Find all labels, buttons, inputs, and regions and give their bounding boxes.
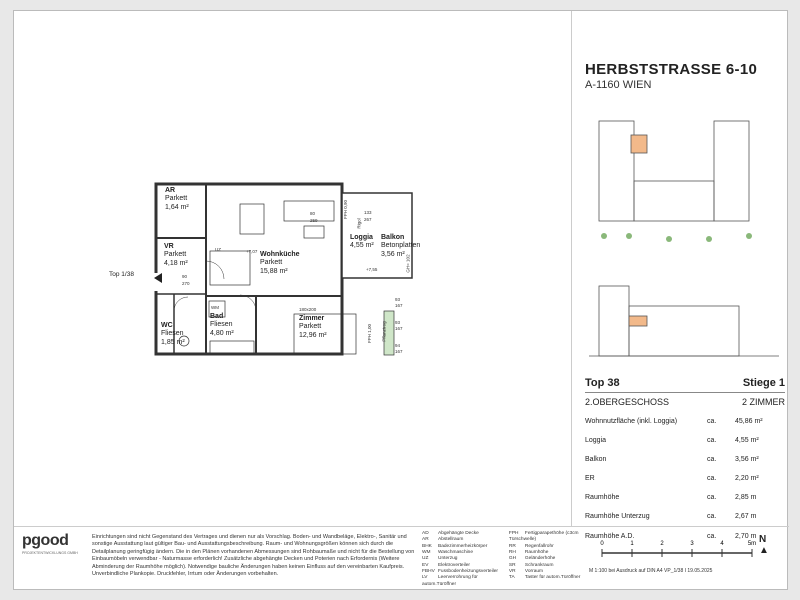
dim-win-1-w: 93: [395, 297, 401, 302]
room-ar-label: AR Parkett 1,64 m²: [165, 187, 189, 211]
area-value: 45,86 m²: [735, 418, 763, 425]
area-value: 4,55 m²: [735, 437, 759, 445]
unit-info: [585, 377, 785, 541]
unit-top: Top 38: [585, 377, 620, 389]
room-balkon-label: Balkon Betonplatten 3,56 m²: [381, 234, 421, 258]
legend-abbr: UZ: [422, 556, 429, 562]
area-row: [585, 512, 785, 521]
dim-win-2-w: 93: [395, 320, 401, 325]
rigol-mark: Rigol: [356, 218, 362, 229]
area-value: 3,56 m²: [735, 456, 759, 464]
dim-window-w: 80: [310, 211, 316, 216]
legend-abbr: LV: [422, 575, 428, 581]
gh-mark: GH= 102: [405, 254, 411, 273]
area-row: [585, 455, 785, 464]
room-wohnkueche-label: Wohnküche Parkett 15,88 m²: [260, 251, 300, 275]
plan-sheet: [13, 10, 788, 590]
level-mark-1: +7,07: [246, 249, 258, 254]
level-mark-2: +7,55: [366, 267, 378, 272]
legend-desc: Leerverrohrung für autom.Türöffner: [422, 575, 478, 587]
fph-mark-2: FPH 1,00: [367, 323, 373, 344]
abbreviation-legend: [422, 531, 602, 588]
company-logo: pgood: [22, 532, 69, 549]
legend-desc: Fussbodenheizungsverteiler: [438, 568, 498, 574]
top-marker: Top 1/38: [109, 271, 134, 278]
scale-tick-label: 4: [720, 541, 724, 547]
dim-win-1-h: 167: [395, 303, 403, 308]
sheet-divider-vertical: [571, 11, 572, 526]
legend-desc: Elektroverteiler: [438, 562, 470, 568]
legend-abbr: RR: [508, 543, 516, 549]
legend-desc: Geländerhöhe: [524, 556, 556, 562]
area-ca: ca.: [707, 475, 717, 483]
legend-desc: Abstellraum: [438, 537, 464, 543]
room-bad-label: Bad Fliesen 4,80 m²: [210, 313, 234, 337]
scale-tick-label: 3: [690, 541, 694, 547]
area-ca: ca.: [707, 456, 717, 464]
dim-loggia-h: 267: [364, 217, 372, 222]
room-wc-label: WC Fliesen 1,85 m²: [161, 322, 185, 346]
legend-abbr: SR: [508, 562, 516, 568]
site-plan: [589, 111, 779, 251]
scale-caption: M 1:100 bei Ausdruck auf DIN A4 VP_1/38 I 19.05.2025: [589, 568, 713, 574]
uz-mark: UZ: [215, 247, 221, 252]
disclaimer-text: Einrichtungen sind nicht Gegenstand des Vertrages und dienen nur als Vorschlag. Boden- und Wandbeläge, Elektro-, Sanitär und sonstige Ausstattung laut gültiger Bau- und Ausstattungsbeschreibung. Raum- und Wohnungsgrößen können sich durch die Detailplanung geringfügig ändern. Die in den Plänen vorhandenen Abmessungen sind Rohbaumaße und nicht für die Bestellung von Einbaumöbeln verwendbar - Naturmasse erforderlich! Zusätzliche abgehängte Decken und Poterien nach Erfordernis (Weitere Abminderung der Raumhöhe möglich). Notwendige bauliche Änderungen haben keinen Einfluss auf den vereinbarten Kaufpreis. Unverbindliche Plankopie. Druckfehler, Irrtum oder Änderungen vorbehalten.: [92, 534, 415, 578]
area-value: 2,70 m: [735, 532, 757, 540]
scale-tick-label: 0: [600, 541, 604, 547]
unit-floor: 2.OBERGESCHOSS: [585, 397, 670, 407]
company-logo-sub: PROJEKTENTWICKLUNGS GMBH: [22, 551, 78, 555]
area-key: Raumhöhe Unterzug: [585, 513, 650, 521]
area-key: Balkon: [585, 456, 607, 464]
legend-desc: Waschmaschine: [438, 549, 474, 555]
legend-abbr: TA: [508, 575, 515, 581]
legend-abbr: VR: [508, 568, 516, 574]
legend-abbr: AR: [422, 537, 429, 543]
room-zimmer-label: Zimmer Parkett 12,96 m²: [299, 315, 327, 339]
legend-entry: [422, 575, 503, 588]
legend-desc: Badezimmerheizkörper: [438, 543, 488, 549]
legend-abbr: EV: [422, 562, 429, 568]
dim-door-vr-w: 90: [182, 274, 188, 279]
legend-desc: Fertigparapethöhe (c3cm Türschwelle): [508, 531, 579, 543]
area-value: 2,67 m: [735, 513, 757, 521]
unit-highlight-site: [631, 135, 647, 153]
bed-size: 180x200: [299, 307, 317, 312]
area-value: 2,20 m²: [735, 475, 759, 483]
legend-desc: Unterzug: [438, 556, 458, 562]
legend-abbr: FBHV: [422, 568, 435, 574]
room-vr-label: VR Parkett 4,18 m²: [164, 243, 188, 267]
area-ca: ca.: [707, 418, 717, 425]
page-title: HERBSTSTRASSE 6-10: [585, 61, 758, 78]
pflanztrog-mark: Pflanztrog: [381, 321, 387, 342]
area-row: [585, 417, 785, 426]
area-ca: ca.: [707, 513, 717, 521]
unit-rooms: 2 ZIMMER: [741, 397, 785, 407]
legend-desc: Vorraum: [524, 568, 544, 574]
legend-abbr: WM: [422, 549, 431, 555]
page-address: A-1160 WIEN: [585, 79, 652, 91]
area-key: Wohnnutzfläche (inkl. Loggia): [585, 418, 678, 425]
legend-abbr: GH: [508, 556, 517, 562]
area-key: Raumhöhe: [585, 494, 620, 502]
scale-tick-label: 5m: [747, 541, 757, 547]
area-key: Raumhöhe A.D.: [585, 532, 635, 540]
area-ca: ca.: [707, 494, 717, 502]
legend-abbr: FPH: [508, 531, 519, 536]
dim-window-h: 259: [310, 218, 318, 223]
wm-mark: WM: [211, 305, 219, 310]
legend-entry: [509, 575, 596, 581]
legend-entry: [509, 531, 596, 544]
area-row: [585, 436, 785, 445]
section-drawing: [589, 276, 779, 366]
north-arrow-icon: N ▲: [759, 534, 769, 556]
dim-win-3-h: 167: [395, 349, 403, 354]
legend-desc: Taster für autom.Türöffner: [524, 575, 581, 581]
scale-tick-label: 2: [660, 541, 664, 547]
legend-abbr: RH: [508, 549, 516, 555]
dim-loggia-w: 133: [364, 210, 372, 215]
area-ca: ca.: [707, 437, 717, 445]
area-key: ER: [585, 475, 595, 483]
legend-desc: Schrankraum: [524, 562, 554, 568]
legend-desc: Raumhöhe: [524, 549, 549, 555]
fph-mark-1: FPH 0,90: [343, 199, 349, 220]
area-key: Loggia: [585, 437, 607, 445]
dim-door-vr-h: 270: [182, 281, 190, 286]
legend-abbr: AD: [422, 531, 429, 536]
legend-desc: Regenfallrohr: [524, 543, 554, 549]
unit-stiege: Stiege 1: [742, 377, 785, 389]
unit-highlight-section: [629, 316, 647, 326]
legend-abbr: BHK: [422, 543, 432, 549]
dim-win-2-h: 167: [395, 326, 403, 331]
scale-bar: [592, 533, 762, 573]
dim-win-3-w: 94: [395, 343, 401, 348]
room-loggia-label: Loggia 4,55 m²: [350, 234, 374, 250]
area-row: [585, 474, 785, 483]
area-row: [585, 493, 785, 502]
area-value: 2,85 m: [735, 494, 757, 502]
area-ca: ca.: [707, 532, 717, 540]
scale-tick-label: 1: [630, 541, 634, 547]
legend-desc: Abgehängte Decke: [438, 531, 479, 536]
